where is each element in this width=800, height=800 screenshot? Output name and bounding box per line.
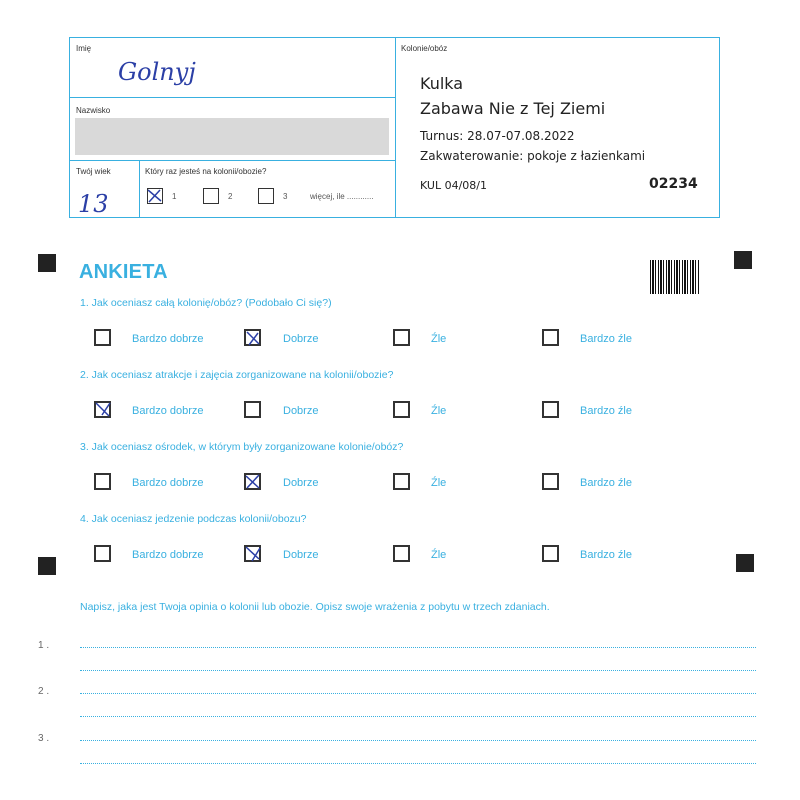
answer-line[interactable] bbox=[80, 647, 756, 648]
q3-checkbox-bardzo-dobrze[interactable] bbox=[94, 473, 111, 490]
times-more[interactable]: więcej, ile ............ bbox=[310, 192, 374, 201]
q1-checkbox-bardzo-dobrze[interactable] bbox=[94, 329, 111, 346]
camp-code: KUL 04/08/1 bbox=[420, 179, 487, 192]
q4-option-bardzo-zle: Bardzo źle bbox=[580, 549, 632, 561]
q4-checkbox-dobrze[interactable] bbox=[244, 545, 261, 562]
times-option-1: 1 bbox=[172, 192, 177, 201]
turnus: Turnus: 28.07-07.08.2022 bbox=[420, 129, 575, 143]
q3-checkbox-bardzo-zle[interactable] bbox=[542, 473, 559, 490]
q2-checkbox-bardzo-zle[interactable] bbox=[542, 401, 559, 418]
q4-option-bardzo-dobrze: Bardzo dobrze bbox=[132, 549, 204, 561]
x-mark-icon bbox=[146, 187, 163, 204]
answer-line[interactable] bbox=[80, 740, 756, 741]
form-number: 02234 bbox=[649, 176, 698, 192]
q4-option-dobrze: Dobrze bbox=[283, 549, 319, 561]
q3-checkbox-dobrze[interactable] bbox=[244, 473, 261, 490]
surname-redaction bbox=[75, 118, 389, 155]
camp-label: Kolonie/obóz bbox=[401, 44, 448, 53]
q2-option-bardzo-dobrze: Bardzo dobrze bbox=[132, 405, 204, 417]
q4-option-zle: Źle bbox=[431, 549, 447, 561]
survey-title: ANKIETA bbox=[79, 261, 168, 283]
x-mark-icon bbox=[244, 329, 261, 346]
q2-option-zle: Źle bbox=[431, 405, 447, 417]
answer-line[interactable] bbox=[80, 670, 756, 671]
x-mark-icon bbox=[244, 473, 261, 490]
q1-checkbox-zle[interactable] bbox=[393, 329, 410, 346]
q3-option-bardzo-dobrze: Bardzo dobrze bbox=[132, 477, 204, 489]
q2-checkbox-dobrze[interactable] bbox=[244, 401, 261, 418]
x-mark-icon bbox=[94, 401, 111, 418]
times-label: Który raz jesteś na kolonii/obozie? bbox=[145, 167, 267, 176]
opinion-prompt: Napisz, jaka jest Twoja opinia o kolonii lub obozie. Opisz swoje wrażenia z pobytu w trzech zdaniach. bbox=[80, 601, 550, 613]
header-row-divider-2 bbox=[69, 160, 395, 161]
registration-marker bbox=[734, 251, 752, 269]
q1-option-bardzo-dobrze: Bardzo dobrze bbox=[132, 333, 204, 345]
question-3: 3. Jak oceniasz ośrodek, w którym były zorganizowane kolonie/obóz? bbox=[80, 441, 404, 453]
q4-checkbox-bardzo-dobrze[interactable] bbox=[94, 545, 111, 562]
q1-option-bardzo-zle: Bardzo źle bbox=[580, 333, 632, 345]
times-option-3: 3 bbox=[283, 192, 288, 201]
barcode bbox=[650, 260, 700, 294]
q1-option-dobrze: Dobrze bbox=[283, 333, 319, 345]
answer-line[interactable] bbox=[80, 763, 756, 764]
q1-checkbox-dobrze[interactable] bbox=[244, 329, 261, 346]
times-checkbox-2[interactable] bbox=[203, 188, 219, 204]
q2-checkbox-zle[interactable] bbox=[393, 401, 410, 418]
times-checkbox-1[interactable] bbox=[147, 188, 163, 204]
q3-option-zle: Źle bbox=[431, 477, 447, 489]
age-label: Twój wiek bbox=[76, 167, 111, 176]
q3-checkbox-zle[interactable] bbox=[393, 473, 410, 490]
answer-line[interactable] bbox=[80, 716, 756, 717]
q3-option-bardzo-zle: Bardzo źle bbox=[580, 477, 632, 489]
camp-title: Zabawa Nie z Tej Ziemi bbox=[420, 99, 606, 118]
q1-option-zle: Źle bbox=[431, 333, 447, 345]
accommodation: Zakwaterowanie: pokoje z łazienkami bbox=[420, 149, 646, 163]
question-1: 1. Jak oceniasz całą kolonię/obóz? (Podobało Ci się?) bbox=[80, 297, 332, 309]
answer-line[interactable] bbox=[80, 693, 756, 694]
question-4: 4. Jak oceniasz jedzenie podczas kolonii/obozu? bbox=[80, 513, 307, 525]
header-row-divider-1 bbox=[69, 97, 395, 98]
q2-checkbox-bardzo-dobrze[interactable] bbox=[94, 401, 111, 418]
line-number-2: 2 . bbox=[38, 686, 50, 697]
camp-name: Kulka bbox=[420, 74, 464, 93]
q1-checkbox-bardzo-zle[interactable] bbox=[542, 329, 559, 346]
times-option-2: 2 bbox=[228, 192, 233, 201]
name-label: Imię bbox=[76, 44, 92, 53]
registration-marker bbox=[38, 254, 56, 272]
age-value[interactable]: 13 bbox=[78, 190, 109, 218]
surname-label: Nazwisko bbox=[76, 106, 111, 115]
registration-marker bbox=[38, 557, 56, 575]
header-divider bbox=[395, 37, 396, 218]
question-2: 2. Jak oceniasz atrakcje i zajęcia zorganizowane na kolonii/obozie? bbox=[80, 369, 394, 381]
x-mark-icon bbox=[244, 545, 261, 562]
q4-checkbox-zle[interactable] bbox=[393, 545, 410, 562]
age-divider bbox=[139, 160, 140, 218]
q3-option-dobrze: Dobrze bbox=[283, 477, 319, 489]
registration-marker bbox=[736, 554, 754, 572]
line-number-3: 3 . bbox=[38, 733, 50, 744]
q2-option-dobrze: Dobrze bbox=[283, 405, 319, 417]
times-checkbox-3[interactable] bbox=[258, 188, 274, 204]
q2-option-bardzo-zle: Bardzo źle bbox=[580, 405, 632, 417]
line-number-1: 1 . bbox=[38, 640, 50, 651]
q4-checkbox-bardzo-zle[interactable] bbox=[542, 545, 559, 562]
name-value[interactable]: Golnyj bbox=[118, 58, 196, 86]
